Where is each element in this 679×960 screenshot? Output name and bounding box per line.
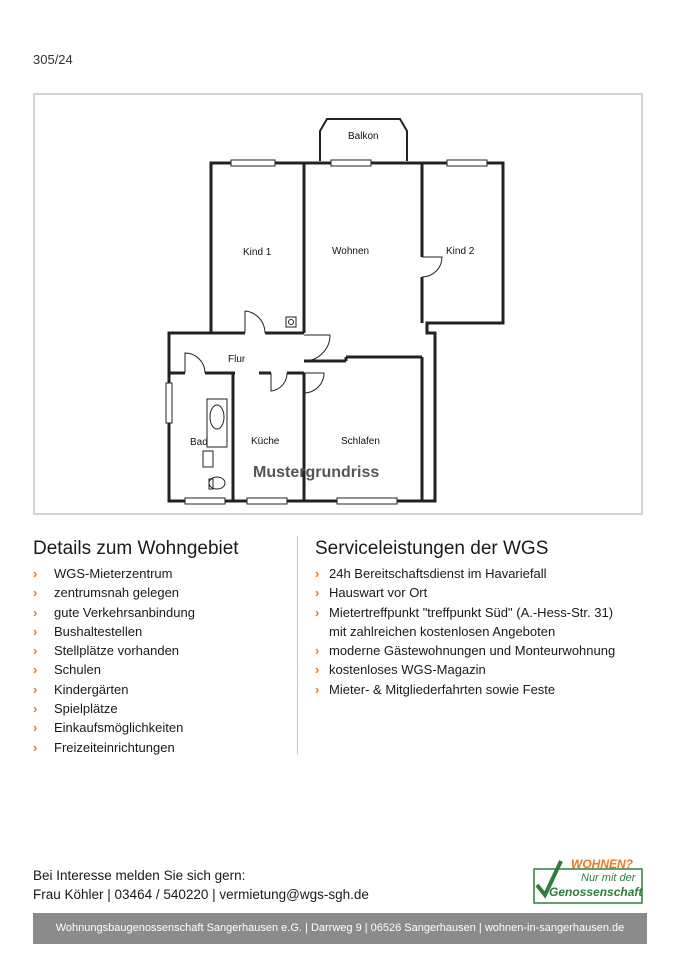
list-item: › Schulen [33, 660, 295, 679]
floor-plan [35, 95, 641, 513]
room-label-kind1: Kind 1 [243, 247, 272, 258]
room-label-balkon: Balkon [348, 131, 379, 142]
chevron-right-icon: › [315, 604, 320, 620]
list-item: › Mietertreffpunkt "treffpunkt Süd" (A.-Hess-Str. 31) mit zahlreichen kostenlosen Angeboten [315, 604, 614, 639]
list-item: › gute Verkehrsanbindung [33, 603, 295, 622]
chevron-right-icon: › [315, 566, 320, 581]
chevron-right-icon: › [33, 566, 38, 581]
list-item: › Mieter- & Mitgliederfahrten sowie Feste [315, 680, 655, 699]
column-divider [297, 536, 298, 754]
chevron-right-icon: › [33, 720, 38, 736]
list-item: › Spielplätze [33, 699, 295, 718]
details-list [33, 564, 295, 757]
chevron-right-icon: › [315, 662, 320, 678]
list-item: › zentrumsnah gelegen [33, 583, 295, 602]
details-heading: Details zum Wohngebiet [33, 538, 239, 559]
logo-line3: Genossenschaft [549, 885, 643, 899]
floor-plan-frame [33, 93, 643, 515]
list-item: › Kindergärten [33, 680, 295, 699]
reference-number: 305/24 [33, 52, 73, 67]
chevron-right-icon: › [33, 585, 38, 601]
chevron-right-icon: › [315, 643, 320, 659]
services-heading: Serviceleistungen der WGS [315, 538, 549, 559]
list-item: › Bushaltestellen [33, 622, 295, 641]
chevron-right-icon: › [33, 604, 38, 620]
list-item: › 24h Bereitschaftsdienst im Havariefall [315, 564, 655, 583]
room-label-wohnen: Wohnen [332, 246, 370, 257]
floor-plan-caption: Mustergrundriss [253, 464, 380, 481]
contact-details: Frau Köhler | 03464 / 540220 | vermietung@wgs-sgh.de [33, 887, 369, 902]
chevron-right-icon: › [315, 585, 320, 601]
room-label-kueche: Küche [251, 436, 280, 447]
room-label-flur: Flur [228, 354, 246, 365]
list-item: › Einkaufsmöglichkeiten [33, 718, 295, 737]
services-list [315, 564, 655, 699]
list-item: › WGS-Mieterzentrum [33, 564, 295, 583]
list-item: › kostenloses WGS-Magazin [315, 660, 655, 679]
logo-line1: WOHNEN? [571, 857, 633, 871]
contact-block [33, 866, 369, 904]
list-item: › Freizeiteinrichtungen [33, 738, 295, 757]
chevron-right-icon: › [33, 681, 38, 697]
room-label-bad: Bad [190, 437, 208, 448]
room-label-schlafen: Schlafen [341, 436, 380, 447]
chevron-right-icon: › [33, 643, 38, 659]
chevron-right-icon: › [33, 662, 38, 678]
chevron-right-icon: › [33, 701, 38, 717]
room-label-kind2: Kind 2 [446, 246, 475, 257]
list-item: › Hauswart vor Ort [315, 583, 655, 602]
logo-line2: Nur mit der [581, 872, 636, 884]
details-section [33, 538, 295, 757]
chevron-right-icon: › [33, 623, 38, 639]
list-item: › moderne Gästewohnungen und Monteurwohnung [315, 641, 655, 660]
chevron-right-icon: › [33, 739, 38, 755]
services-section [315, 538, 655, 699]
chevron-right-icon: › [315, 681, 320, 697]
contact-intro: Bei Interesse melden Sie sich gern: [33, 868, 246, 883]
list-item: › Stellplätze vorhanden [33, 641, 295, 660]
wgs-logo [531, 855, 647, 905]
footer-bar: Wohnungsbaugenossenschaft Sangerhausen e.G. | Darrweg 9 | 06526 Sangerhausen | wohnen-in-sangerhausen.de [33, 913, 647, 944]
